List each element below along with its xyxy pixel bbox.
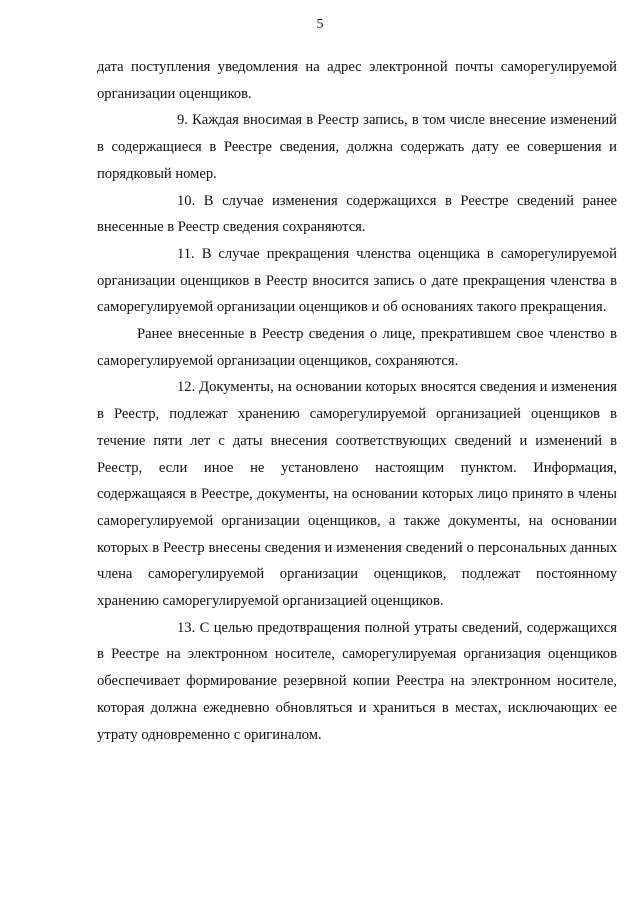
paragraph-text: В случае прекращения членства оценщика в саморегулируемой организации оценщиков в Реестр вносится запись о дате прекращения членства в саморегулируемой организации оценщиков и об основаниях такого прекращения. xyxy=(97,245,617,316)
paragraph-text: В случае изменения содержащихся в Реестре сведений ранее внесенные в Реестр сведения сохраняются. xyxy=(97,192,617,236)
paragraph-number: 9. xyxy=(177,112,188,129)
paragraph-text: Документы, на основании которых вносятся сведения и изменения в Реестр, подлежат хранению саморегулируемой организацией оценщиков в течение пяти лет с даты внесения соответствующих сведений и изменений в Реестр, если иное не установлено настоящим пунктом. Информация, содержащаяся в Реестре, документы, на основании которых лицо принято в члены саморегулируемой организации оценщиков, а также документы, на основании которых в Реестр внесены сведения и изменения сведений о персональных данных члена саморегулируемой организации оценщиков, подлежат постоянному хранению саморегулируемой организацией оценщиков. xyxy=(97,379,617,610)
paragraph-11-second xyxy=(97,321,617,374)
paragraph-continuation xyxy=(97,54,617,107)
paragraph-number: 10. xyxy=(177,192,196,209)
paragraph-number: 12. xyxy=(177,379,196,396)
paragraph-12 xyxy=(97,374,617,614)
paragraph-number: 13. xyxy=(177,619,196,636)
paragraph-11 xyxy=(97,241,617,321)
paragraph-10 xyxy=(97,188,617,241)
paragraph-text: Ранее внесенные в Реестр сведения о лице, прекратившем свое членство в саморегулируемой организации оценщиков, сохраняются. xyxy=(97,326,617,369)
paragraph-9 xyxy=(97,107,617,187)
paragraph-number: 11. xyxy=(177,245,195,262)
paragraph-13 xyxy=(97,615,617,749)
page-number: 5 xyxy=(316,17,324,32)
paragraph-text: Каждая вносимая в Реестр запись, в том числе внесение изменений в содержащиеся в Реестре сведения, должна содержать дату ее совершения и порядковый номер. xyxy=(97,112,617,182)
document-body xyxy=(97,54,617,748)
paragraph-text: дата поступления уведомления на адрес электронной почты саморегулируемой организации оценщиков. xyxy=(97,59,617,102)
paragraph-text: С целью предотвращения полной утраты сведений, содержащихся в Реестре на электронном носителе, саморегулируемая организация оценщиков обеспечивает формирование резервной копии Реестра на электронном носителе, которая должна ежедневно обновляться и храниться в местах, исключающих ее утрату одновременно с оригиналом. xyxy=(97,619,617,743)
